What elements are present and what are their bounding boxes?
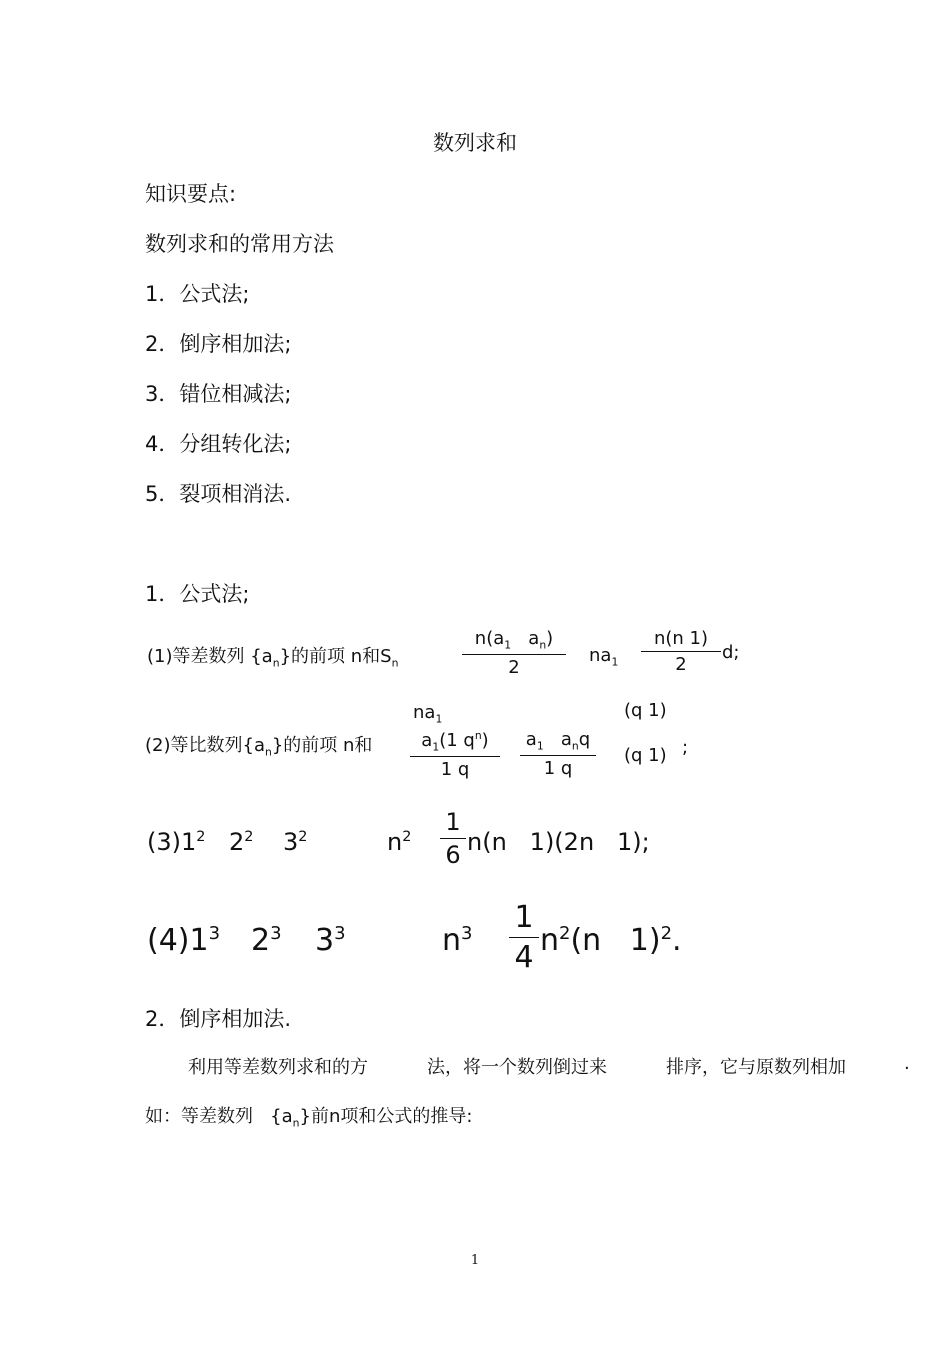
formula1-prefix: (1)等差数列 $\{a_n\}$的前项 n和$S_n$ [147,646,399,670]
method-item: 5．裂项相消法. [145,482,292,506]
page-number: 1 [470,1253,480,1268]
formula3-term: $n^2$ [387,828,412,856]
formula3-fraction: 1 6 [440,808,466,869]
formula2-fraction-b: $a_1$ $a_nq$ 1 q [520,729,596,779]
formula2-prefix: (2)等比数列$\{a_n\}$的前项 n和 [145,735,373,759]
formula3-term: $2^2$ [229,828,254,856]
method-item: 3．错位相减法; [145,382,292,406]
heading-knowledge: 知识要点: [145,182,237,206]
formula2-condition: (q 1) [624,745,667,766]
section2-paragraph: 法，将一个数列倒过来 [427,1057,607,1078]
page-title: 数列求和 [433,131,517,155]
section2-paragraph: . [904,1053,910,1074]
section2-paragraph: 排序，它与原数列相加 [666,1057,846,1078]
formula3-tail: n(n 1)(2n 1); [467,828,650,856]
formula4-term: $n^3$ [442,923,473,958]
formula2-tail: ; [682,737,689,758]
section2-line2: 如：等差数列 $\{a_n\}$前n项和公式的推导: [145,1106,473,1130]
formula4-term: $2^3$ [251,923,282,958]
formula2-na: $na_1$ [413,702,443,726]
formula1-tail: d; [722,642,740,663]
formula1-fraction-b: n(n 1) 2 [641,628,721,675]
formula4-fraction: 1 4 [509,900,539,975]
formula4-term: $3^3$ [315,923,346,958]
formula4-tail: $n^2(n$ 1)$^2$. [540,923,682,958]
formula3-term: $3^2$ [283,828,308,856]
method-item: 1．公式法; [145,282,250,306]
method-item: 4．分组转化法; [145,432,292,456]
method-item: 2．倒序相加法; [145,332,292,356]
section2-paragraph: 利用等差数列求和的方 [188,1057,368,1078]
section2-heading: 2．倒序相加法. [145,1007,292,1031]
formula4-prefix: $(4)1^3$ [147,923,221,958]
formula3-prefix: $(3)1^2$ [147,828,206,856]
heading-methods: 数列求和的常用方法 [145,232,334,256]
section1-heading: 1．公式法; [145,582,250,606]
formula2-condition: (q 1) [624,700,667,721]
formula2-fraction-a: $a_1(1$ $q^n$) 1 q [410,729,500,780]
formula1-na: $na_1$ [589,645,619,669]
formula1-fraction-a: $n(a_1$ $a_n$) 2 [462,628,566,678]
